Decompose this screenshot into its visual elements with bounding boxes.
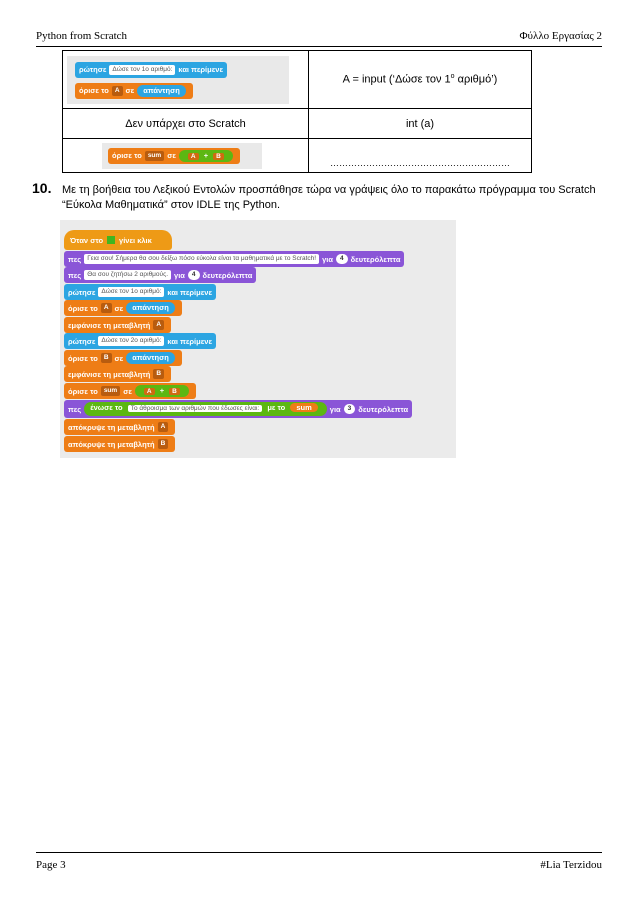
say3-unit: δευτερόλεπτα [358,404,409,414]
page-footer [36,859,602,875]
op-symbol: + [203,150,209,160]
show2-label: εμφάνισε τη μεταβλητή [68,369,151,379]
ask-block-1 [64,284,216,300]
hide2-label: απόκρυψε τη μεταβλητή [68,439,155,449]
set3-var: sum [101,386,120,396]
hat-when: Όταν στο [70,235,104,245]
set-to-label: σε [125,86,135,95]
table-cell-no-scratch: Δεν υπάρχει στο Scratch [63,109,309,139]
when-flag-clicked-block [64,230,172,250]
set-var-dropdown: A [112,86,123,96]
ask-block [75,62,227,78]
say2-secs: 4 [188,270,200,280]
say-block-3 [64,400,412,418]
footer-right: #Lia Terzidou [540,859,602,871]
op-a: A [188,153,199,160]
ask-label: ρώτησε [79,65,107,74]
header-right: Φύλλο Εργασίας 2 [519,30,602,42]
scratch-script-screenshot [60,220,456,458]
set-block [75,83,193,99]
say3-text: Το άθροισμα των αριθμών που έδωσες είναι: [128,405,263,412]
ask-block-2 [64,333,216,349]
say1-secs: 4 [336,254,348,264]
table-cell-scratch [63,51,309,109]
hide-var-block-2 [64,436,175,452]
table-cell-python [309,51,532,109]
hide-var-block-1 [64,419,175,435]
python-superscript: ο [450,73,455,81]
question-text: Με τη βοήθεια του Λεξικού Εντολών προσπάθησε τώρα να γράψεις όλο το παρακάτω πρόγραμμα του Scratch “Εύκολα Μαθηματικά” στον IDLE της Python. [62,184,596,211]
header-left: Python from Scratch [36,30,128,42]
header-rule [36,46,602,47]
set3-add-operator [135,385,189,397]
ask2-label: ρώτησε [68,336,96,346]
question [32,180,602,213]
join-operator [84,402,327,416]
set2-answer: απάντηση [126,352,175,364]
say3-label: πες [68,404,82,414]
set1-label: όρισε το [68,303,98,313]
set-label: όρισε το [79,86,109,95]
say2-for: για [174,270,185,280]
say-block-1 [64,251,404,267]
add-operator [179,150,233,162]
say3-var: sum [290,403,317,412]
table-cell-int: int (a) [309,109,532,139]
say1-unit: δευτερόλεπτα [350,254,401,264]
python-input-code: A = input (‘Δώσε τον 1 [342,73,451,86]
scratch-snippet [67,56,289,104]
show1-var: A [153,320,164,330]
scratch-python-table [62,50,532,173]
show-var-block-1 [64,317,171,333]
set-block-2 [64,350,182,366]
sum-var-dropdown: sum [145,151,164,161]
ask1-text: Δώσε τον 1ο αριθμό: [98,287,164,297]
table-cell-blank: …………………………………………………… [309,139,532,173]
set3-to: σε [123,386,132,396]
say3-for: για [329,404,341,414]
table-cell-sum-scratch [63,139,309,173]
set-block-1 [64,300,182,316]
set1-var: A [101,303,112,313]
say3-with: με το [267,403,286,412]
ask-field: Δώσε τον 1ο αριθμό: [109,65,175,75]
ask1-wait: και περίμενε [167,287,213,297]
show2-var: B [153,369,164,379]
say3-secs: 3 [344,404,356,414]
set-sum-to: σε [167,151,176,160]
say-block-2 [64,267,256,283]
show-var-block-2 [64,366,171,382]
page-header [36,30,602,46]
question-number: 10. [32,180,52,196]
say3-join: ένωσε το [90,403,123,412]
set-sum-label: όρισε το [112,151,142,160]
hide2-var: B [158,439,169,449]
set3-b: B [169,388,180,395]
sum-snippet [102,143,262,169]
set2-to: σε [114,353,124,363]
footer-left: Page 3 [36,859,66,871]
hide1-var: A [158,422,169,432]
say1-label: πες [68,254,82,264]
op-b: B [213,153,224,160]
hide1-label: απόκρυψε τη μεταβλητή [68,422,155,432]
set2-label: όρισε το [68,353,98,363]
say1-for: για [322,254,333,264]
say1-text: Γεια σου! Σήμερα θα σου δείξω πόσο εύκολα είναι τα μαθηματικά με το Scratch! [84,254,319,264]
answer-reporter: απάντηση [137,85,186,97]
python-input-code-end: αριθμό’) [454,73,498,86]
ask1-label: ρώτησε [68,287,96,297]
ask2-wait: και περίμενε [167,336,213,346]
say2-text: Θα σου ζητήσω 2 αριθμούς. [84,270,171,280]
say2-label: πες [68,270,82,280]
set3-label: όρισε το [68,386,98,396]
ask-wait-label: και περίμενε [178,65,224,74]
set1-to: σε [114,303,124,313]
set3-a: A [144,388,155,395]
set-block-sum [64,383,196,399]
green-flag-icon [107,236,115,244]
hat-clicked: γίνει κλικ [119,235,152,245]
say2-unit: δευτερόλεπτα [202,270,253,280]
set3-op: + [159,386,165,395]
ask2-text: Δώσε τον 2ο αριθμό: [98,336,164,346]
set1-answer: απάντηση [126,302,175,314]
set2-var: B [101,353,112,363]
set-sum-block [108,148,240,164]
show1-label: εμφάνισε τη μεταβλητή [68,320,151,330]
footer-rule [36,852,602,853]
